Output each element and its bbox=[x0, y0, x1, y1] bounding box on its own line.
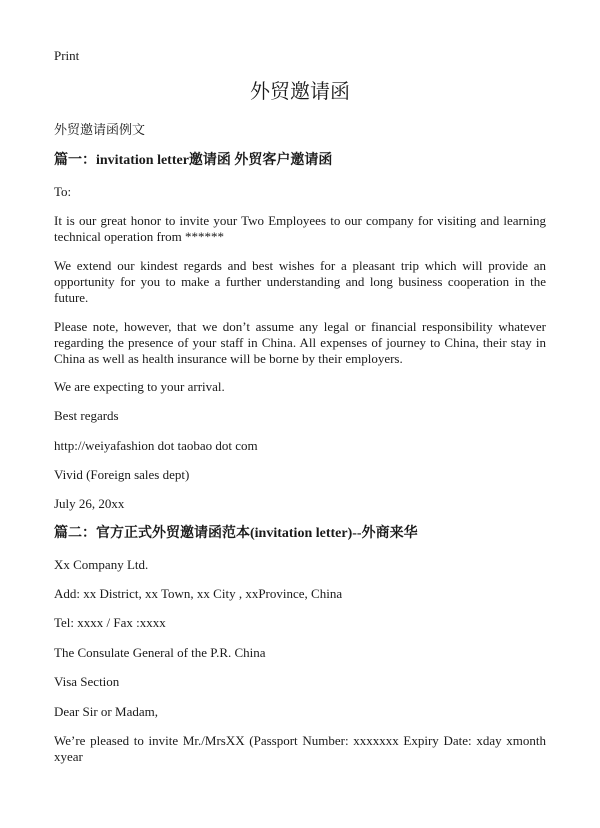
section2-address: Add: xx District, xx Town, xx City , xxProvince, China bbox=[54, 586, 343, 601]
section2-paragraph-1: We’re pleased to invite Mr./MrsXX (Passport Number: xxxxxxx Expiry Date: xday xmonth xyear bbox=[54, 733, 546, 764]
section2-visa-section: Visa Section bbox=[54, 674, 120, 689]
section2-tel: Tel: xxxx / Fax :xxxx bbox=[54, 615, 166, 630]
section1-paragraph-4: We are expecting to your arrival. bbox=[54, 379, 225, 394]
section2-company: Xx Company Ltd. bbox=[54, 557, 149, 572]
section1-to: To: bbox=[54, 184, 72, 199]
section2-salutation: Dear Sir or Madam, bbox=[54, 704, 158, 719]
section1-paragraph-3: Please note, however, that we don’t assume any legal or financial responsibility whatever regarding the presence of your staff in China. All expenses of journey to China, their stay in China as well as health insurance will be borne by their employers. bbox=[54, 319, 546, 366]
section1-paragraph-1: It is our great honor to invite your Two Employees to our company for visiting and learning technical operation from ****** bbox=[54, 213, 546, 244]
section1-closing: Best regards bbox=[54, 408, 119, 423]
section1-heading: 篇一：invitation letter邀请函 外贸客户邀请函 bbox=[54, 153, 333, 168]
section2-heading: 篇二：官方正式外贸邀请函范本(invitation letter)--外商来华 bbox=[54, 526, 418, 541]
section1-date: July 26, 20xx bbox=[54, 496, 125, 511]
document-subtitle: 外贸邀请函例文 bbox=[54, 122, 146, 137]
section1-signature: Vivid (Foreign sales dept) bbox=[54, 467, 190, 482]
section2-recipient: The Consulate General of the P.R. China bbox=[54, 645, 266, 660]
page-title: 外贸邀请函 bbox=[250, 81, 350, 103]
section1-website: http://weiyafashion dot taobao dot com bbox=[54, 438, 258, 453]
section1-paragraph-2: We extend our kindest regards and best wishes for a pleasant trip which will provide an opportunity for you to make a further understanding and long business cooperation in the future. bbox=[54, 258, 546, 305]
print-link[interactable]: Print bbox=[54, 48, 80, 63]
